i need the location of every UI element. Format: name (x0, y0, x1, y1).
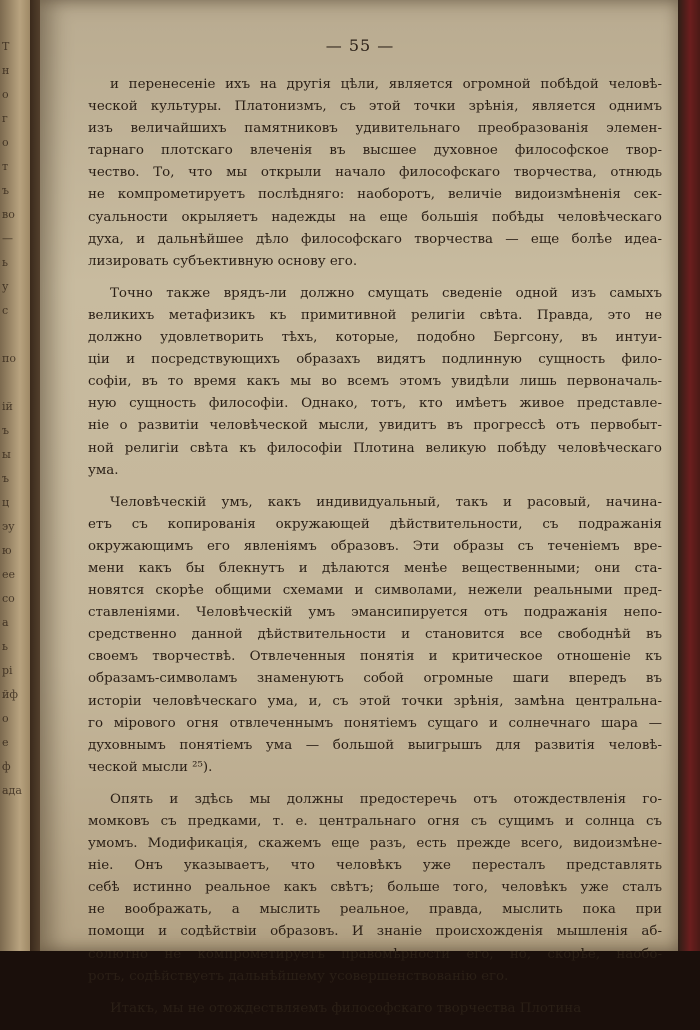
text-line: ной религіи свѣта къ философіи Плотина великую побѣду человѣческаго (88, 440, 662, 456)
text-line: не воображать, а мыслить реальное, правда, мыслить пока при (88, 902, 662, 918)
text-line: помощи и содѣйствіи образовъ. И знаніе происхожденія мышленія аб- (88, 924, 662, 940)
text-line: своемъ творчествѣ. Отвлеченныя понятія и критическое отношеніе къ (88, 649, 662, 665)
text-line: ставленіями. Человѣческій умъ эмансипируется отъ подражанія непо- (88, 605, 662, 621)
text-line: чество. То, что мы открыли начало философскаго творчества, отнюдь (88, 165, 662, 181)
left-page-fragment: — (2, 232, 13, 245)
left-page-fragment: о (2, 712, 9, 725)
left-page-fragment: ю (2, 544, 12, 557)
text-line: Точно также врядъ-ли должно смущать сведеніе одной изъ самыхъ (110, 285, 662, 301)
text-line: должно удовлетворить тѣхъ, которые, подобно Бергсону, въ интуи- (88, 330, 662, 346)
page-number: — 55 — (325, 36, 395, 55)
text-line: духа, и дальнѣйшее дѣло философскаго творчества — еще болѣе идеа- (88, 231, 662, 247)
left-page-fragment: во (2, 208, 15, 221)
text-line: солютно не компрометируетъ правомѣрности его, но, скорѣе, наобо- (88, 946, 662, 962)
paragraph (88, 789, 662, 988)
text-line: ніе о развитіи человѣческой мысли, увидитъ въ прогрессѣ отъ первобыт- (88, 418, 662, 434)
left-page-fragment: эу (2, 520, 15, 533)
text-line: ума. (88, 462, 119, 478)
text-line: суальности окрыляетъ надежды на еще большія побѣды человѣческаго (88, 209, 662, 225)
text-line: великихъ метафизикъ къ примитивной религіи свѣта. Правда, это не (88, 307, 662, 323)
left-page-fragment: ь (2, 256, 8, 269)
left-page-fragment: ъ (2, 184, 9, 197)
left-page-fragment: н (2, 64, 10, 77)
text-line: ческой мысли ²⁵). (88, 759, 213, 775)
text-line: ціи и посредствующихъ образахъ видятъ подлинную сущность фило- (88, 352, 662, 368)
left-page-fragment: а (2, 616, 9, 629)
paragraph (88, 74, 662, 273)
text-line: себѣ истинно реальное какъ свѣтъ; больше того, человѣкъ уже сталъ (88, 880, 662, 896)
left-page-fragment: с (2, 304, 9, 317)
text-line: момковъ съ предками, т. е. центральнаго огня съ сущимъ и солнца съ (88, 814, 662, 829)
text-line: мени какъ бы блекнутъ и дѣлаются менѣе вещественными; они ста- (88, 560, 662, 576)
left-page-fragment: ф (2, 760, 11, 773)
text-line: ротъ, содѣйствуетъ дальнѣйшему усовершенствованію его. (88, 968, 509, 984)
text-line: Итакъ, мы не отождествляемъ философскаго творчества Плотина (110, 1000, 582, 1016)
text-line: изъ величайшихъ памятниковъ удивительнаго преобразованія элемен- (88, 121, 662, 137)
left-page-fragment: ада (2, 784, 22, 797)
text-line: исторіи человѣческаго ума, и, съ этой точки зрѣнія, замѣна центральна- (88, 693, 662, 709)
text-line: тарнаго плотскаго влеченія въ высшее духовное философское твор- (88, 143, 662, 159)
text-line: Человѣческій умъ, какъ индивидуальный, такъ и расовый, начина- (110, 494, 662, 510)
paragraph (88, 998, 662, 1020)
text-line: духовнымъ понятіемъ ума — большой выигрышъ для развитія человѣ- (88, 737, 662, 753)
paragraph (88, 492, 662, 779)
left-page-fragment: ь (2, 640, 8, 653)
text-line: образамъ-символамъ знаменуютъ собой огромные шаги впередъ въ (88, 671, 662, 687)
left-page-fragment: ц (2, 496, 10, 509)
left-page-fragment: со (2, 592, 15, 605)
left-page-fragment: г (2, 112, 8, 125)
text-line: ческой культуры. Платонизмъ, съ этой точки зрѣнія, является однимъ (88, 99, 662, 115)
text-line: ніе. Онъ указываетъ, что человѣкъ уже пересталъ представлять (88, 858, 662, 874)
text-line: софіи, въ то время какъ мы во всемъ этомъ увидѣли лишь первоначаль- (88, 374, 662, 390)
left-page-fragment: Т (2, 40, 10, 53)
text-line: Опять и здѣсь мы должны предостеречь отъ отождествленія го- (110, 791, 662, 807)
page-text (88, 74, 662, 1030)
text-line: ную сущность философіи. Однако, тотъ, кто имѣетъ живое представле- (88, 396, 662, 412)
left-page-fragment: о (2, 88, 9, 101)
left-page-fragment: о (2, 136, 9, 149)
left-page-fragment: у (2, 280, 9, 293)
text-line: не компрометируетъ послѣдняго: наоборотъ, величіе видоизмѣненія сек- (88, 187, 662, 203)
left-page-fragment: йф (2, 688, 18, 701)
text-line: новятся скорѣе общими схемами и символами, нежели реальными пред- (88, 583, 662, 599)
book-cover-edge (678, 0, 700, 951)
paragraph (88, 283, 662, 482)
left-page-fragment: ее (2, 568, 16, 581)
left-page-fragment: ій (2, 400, 13, 413)
left-page-fragment: по (2, 352, 16, 365)
book-page (40, 0, 680, 1016)
left-page-fragment: е (2, 736, 9, 749)
text-line: окружающимъ его явленіямъ образовъ. Эти образы съ теченіемъ вре- (88, 538, 662, 554)
text-line: средственно данной дѣйствительности и становится все свободнѣй въ (88, 627, 662, 643)
left-page-fragment: ъ (2, 424, 9, 437)
text-line: лизировать субъективную основу его. (88, 253, 358, 269)
left-page-fragment: ы (2, 448, 11, 461)
text-line: го мірового огня отвлеченнымъ понятіемъ сущаго и солнечнаго шара — (88, 715, 662, 731)
text-line: умомъ. Модификація, скажемъ еще разъ, есть прежде всего, видоизмѣне- (88, 836, 662, 852)
text-line: и перенесеніе ихъ на другія цѣли, является огромной побѣдой человѣ- (110, 77, 662, 92)
text-line: етъ съ копированія окружающей дѣйствительности, съ подражанія (88, 516, 662, 532)
left-page-fragment: т (2, 160, 9, 173)
left-page-fragment: ъ (2, 472, 9, 485)
left-page-fragment: рі (2, 664, 13, 677)
